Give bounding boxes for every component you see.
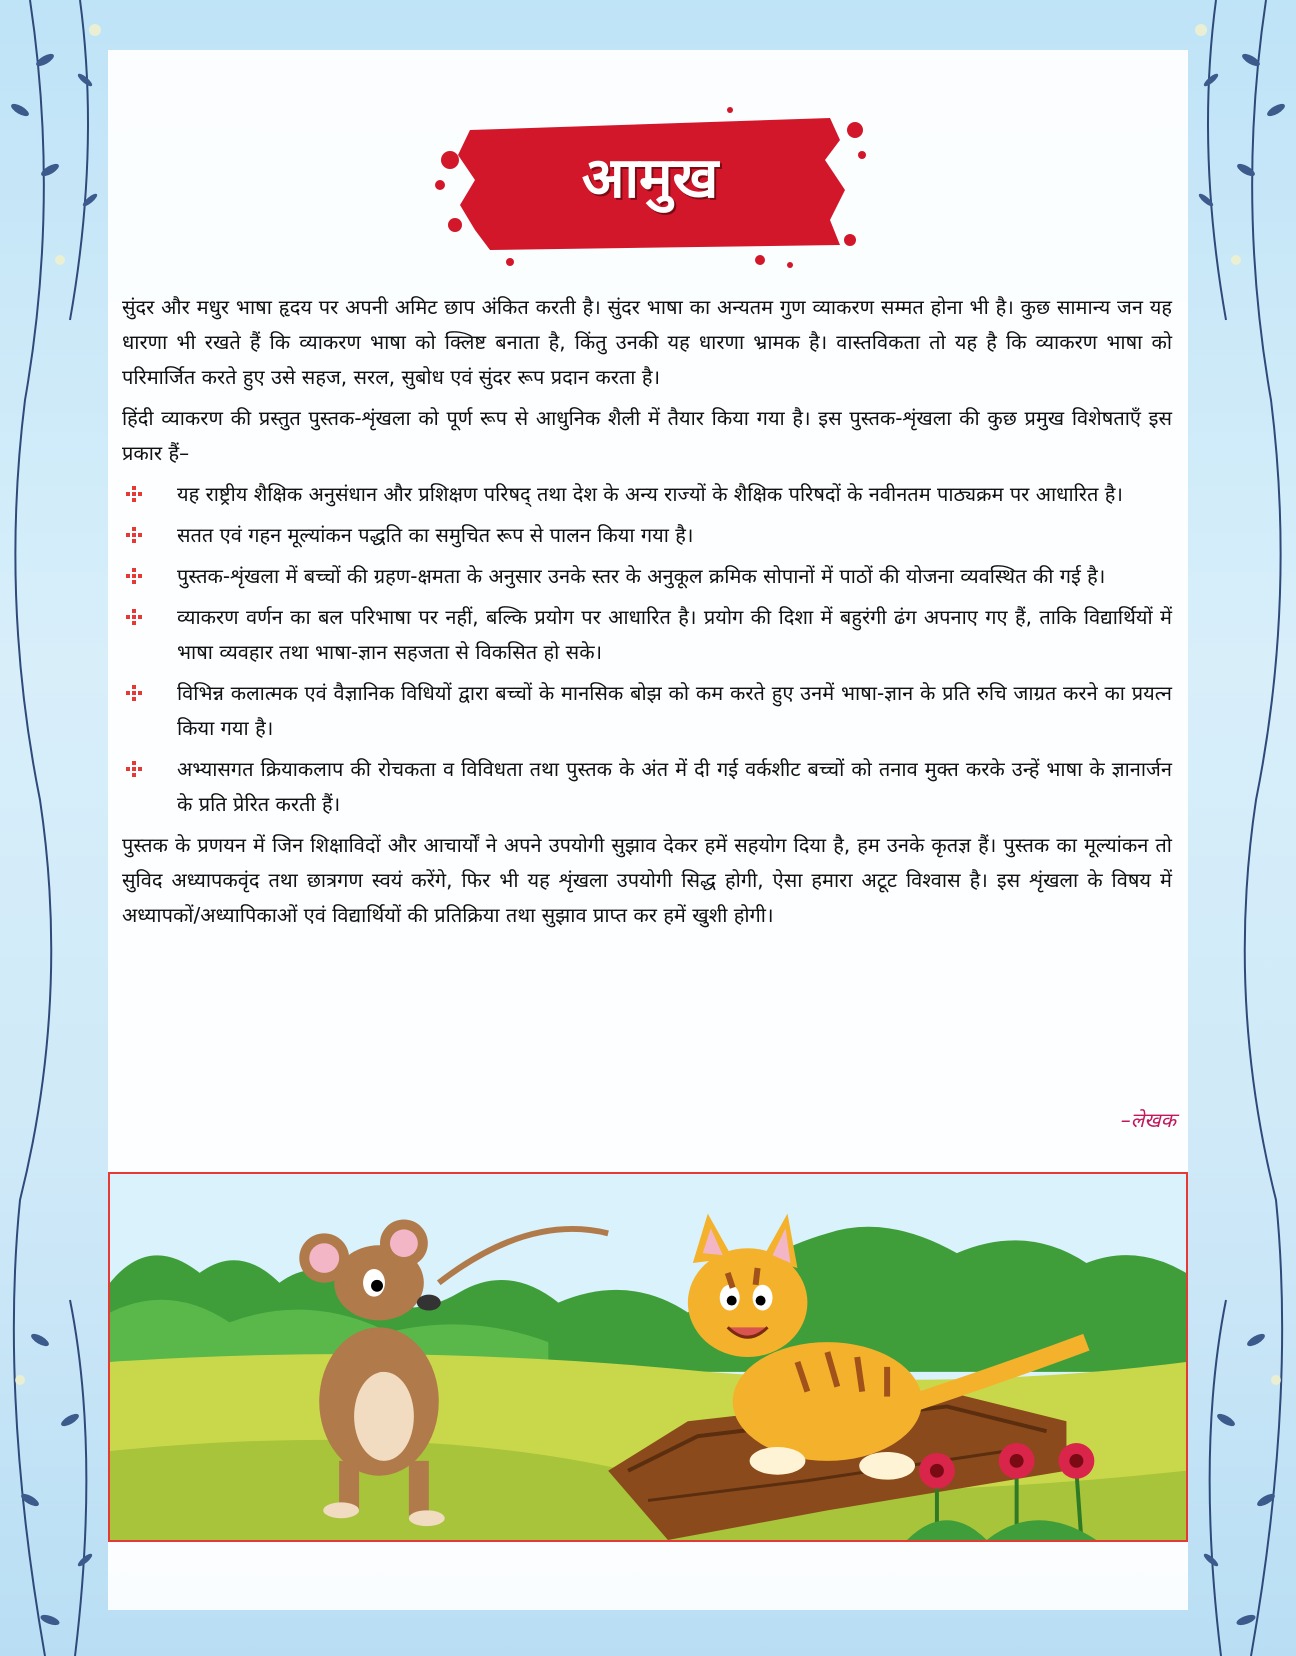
list-item — [122, 518, 1172, 553]
bullet-diamond-icon — [126, 609, 142, 625]
paragraph-series: हिंदी व्याकरण की प्रस्तुत पुस्तक-शृंखला को पूर्ण रूप से आधुनिक शैली में तैयार किया गया है। इस पुस्तक-शृंखला की कुछ प्रमुख विशेषताएँ इस प्रकार हैं– — [122, 406, 1172, 465]
bullet-diamond-icon — [126, 685, 142, 701]
list-item — [122, 477, 1172, 512]
title-banner — [430, 100, 870, 270]
bullet-diamond-icon — [126, 568, 142, 584]
list-item-text: पुस्तक-शृंखला में बच्चों की ग्रहण-क्षमता के अनुसार उनके स्तर के अनुकूल क्रमिक सोपानों में पाठों की योजना व्यवस्थित की गई है। — [177, 564, 1106, 588]
paragraph-intro: सुंदर और मधुर भाषा हृदय पर अपनी अमिट छाप अंकित करती है। सुंदर भाषा का अन्यतम गुण व्याकरण सम्मत होना भी है। कुछ सामान्य जन यह धारणा भी रखते हैं कि व्याकरण भाषा को क्लिष्ट बनाता है, किंतु उनकी यह धारणा भ्रामक है। वास्तविकता तो यह है कि व्याकरण भाषा को परिमार्जित करते हुए उसे सहज, सरल, सुबोध एवं सुंदर रूप प्रदान करता है। — [122, 295, 1172, 389]
cartoon-illustration — [108, 1172, 1188, 1542]
list-item-text: सतत एवं गहन मूल्यांकन पद्धति का समुचित रूप से पालन किया गया है। — [177, 523, 694, 547]
list-item — [122, 752, 1172, 822]
decorative-vine-left — [0, 0, 120, 1656]
features-list — [122, 477, 1172, 822]
list-item-text: विभिन्न कलात्मक एवं वैज्ञानिक विधियों द्वारा बच्चों के मानसिक बोझ को कम करते हुए उनमें भाषा-ज्ञान के प्रति रुचि जाग्रत करने का प्रयत्न किया गया है। — [177, 681, 1172, 740]
bullet-diamond-icon — [126, 486, 142, 502]
list-item-text: यह राष्ट्रीय शैक्षिक अनुसंधान और प्रशिक्षण परिषद् तथा देश के अन्य राज्यों के शैक्षिक परिषदों के नवीनतम पाठ्यक्रम पर आधारित है। — [177, 482, 1123, 506]
list-item — [122, 676, 1172, 746]
page-title: आमुख — [581, 146, 719, 211]
author-signature: –लेखक — [1120, 1108, 1176, 1132]
list-item-text: व्याकरण वर्णन का बल परिभाषा पर नहीं, बल्कि प्रयोग पर आधारित है। प्रयोग की दिशा में बहुरंगी ढंग अपनाए गए हैं, ताकि विद्यार्थियों में भाषा व्यवहार तथा भाषा-ज्ञान सहजता से विकसित हो सके। — [177, 605, 1172, 664]
bullet-diamond-icon — [126, 527, 142, 543]
list-item-text: अभ्यासगत क्रियाकलाप की रोचकता व विविधता तथा पुस्तक के अंत में दी गई वर्कशीट बच्चों को तनाव मुक्त करके उन्हें भाषा के ज्ञानार्जन के प्रति प्रेरित करती हैं। — [177, 757, 1172, 816]
mouse-cat-scene — [110, 1174, 1186, 1540]
foreword-text — [122, 290, 1172, 939]
list-item — [122, 600, 1172, 670]
list-item — [122, 559, 1172, 594]
decorative-vine-right — [1176, 0, 1296, 1656]
bullet-diamond-icon — [126, 761, 142, 777]
paragraph-acknowledgement: पुस्तक के प्रणयन में जिन शिक्षाविदों और आचार्यों ने अपने उपयोगी सुझाव देकर हमें सहयोग दिया है, हम उनके कृतज्ञ हैं। पुस्तक का मूल्यांकन तो सुविद अध्यापकवृंद तथा छात्रगण स्वयं करेंगे, फिर भी यह शृंखला उपयोगी सिद्ध होगी, ऐसा हमारा अटूट विश्वास है। इस शृंखला के विषय में अध्यापकों/अध्यापिकाओं एवं विद्यार्थियों की प्रतिक्रिया तथा सुझाव प्राप्त कर हमें खुशी होगी। — [122, 833, 1172, 927]
